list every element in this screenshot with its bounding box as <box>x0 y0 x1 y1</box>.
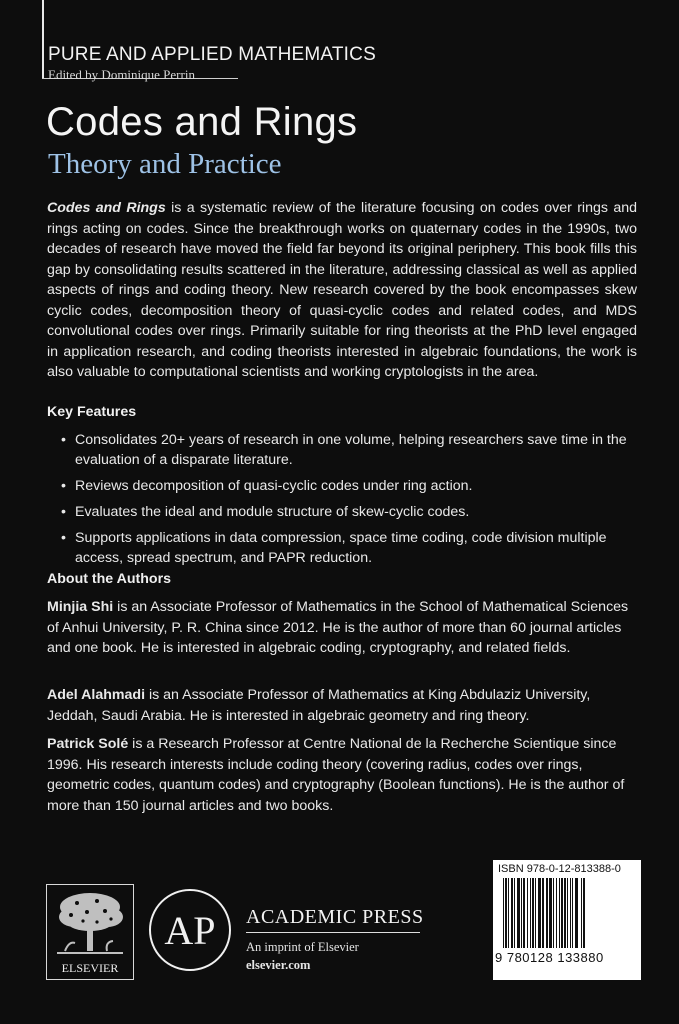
author-bio-shi <box>47 597 639 659</box>
author-bio: is an Associate Professor of Mathematics at King Abdulaziz University, Jeddah, Saudi Arabia. He is interested in algebraic geometry and ring theory. <box>47 687 591 724</box>
feature-item: • Supports applications in data compression, space time coding, code division multiple access, spread spectrum, and PAPR reduction. <box>47 528 637 568</box>
publisher-url: elsevier.com <box>246 958 311 972</box>
publisher-divider <box>246 932 420 933</box>
author-bio: is a Research Professor at Centre National de la Recherche Scientique since 1996. His research interests include coding theory (covering radius, codes over rings, geometric codes, quantum codes) and cryptography (Boolean functions). He is the author of more than 150 journal articles and two books. <box>47 736 625 814</box>
ap-monogram: AP <box>164 908 216 953</box>
author-name: Adel Alahmadi <box>47 687 146 703</box>
series-editor: Edited by Dominique Perrin <box>48 67 195 82</box>
feature-item: • Consolidates 20+ years of research in one volume, helping researchers save time in the evaluation of a disparate literature. <box>47 430 637 470</box>
feature-item: • Evaluates the ideal and module structure of skew-cyclic codes. <box>47 502 637 522</box>
description-text: is a systematic review of the literature focusing on codes over rings and rings acting on codes. Since the breakthrough works on quaternary codes in the 1990s, two decades of research have moved the field far beyond its original periphery. This book fills this gap by consolidating results scattered in the literature, addressing classical as well as applied aspects of rings and coding theory. New research covered by the book encompasses skew cyclic codes, decomposition theory of quasi-cyclic codes and related codes, and MDS convolutional codes over rings. Primarily suitable for ring theorists at the PhD level engaged in application research, and coding theorists interested in algebraic foundations, the work is also valuable to computational scientists and working cryptologists in the area. <box>47 200 637 380</box>
book-subtitle: Theory and Practice <box>48 148 282 180</box>
key-features-heading: Key Features <box>47 404 137 420</box>
book-title: Codes and Rings <box>46 100 358 144</box>
academic-press-name: ACADEMIC PRESS <box>246 906 424 928</box>
barcode-number: 9 780128 133880 <box>495 950 604 965</box>
publisher-imprint: An imprint of Elsevier <box>246 940 359 954</box>
author-name: Minjia Shi <box>47 599 114 615</box>
elsevier-logo <box>46 884 134 980</box>
author-bio-alahmadi <box>47 685 639 726</box>
description-lead: Codes and Rings <box>47 200 166 216</box>
series-name: PURE AND APPLIED MATHEMATICS <box>48 44 376 65</box>
key-features-list <box>47 430 637 574</box>
barcode-bars <box>503 878 631 948</box>
about-authors-heading: About the Authors <box>47 571 171 587</box>
book-description <box>47 198 637 383</box>
elsevier-tree-icon <box>47 885 133 961</box>
author-name: Patrick Solé <box>47 736 129 752</box>
elsevier-wordmark: ELSEVIER <box>61 961 119 975</box>
author-bio: is an Associate Professor of Mathematics in the School of Mathematical Sciences of Anhui University, P. R. China since 2012. He is the author of more than 60 journal articles and one book. He is interested in algebraic coding, cryptography, and related fields. <box>47 599 629 656</box>
feature-item: • Reviews decomposition of quasi-cyclic codes under ring action. <box>47 476 637 496</box>
series-vertical-rule <box>42 0 44 78</box>
isbn-barcode <box>493 860 641 980</box>
academic-press-logo-icon <box>148 888 232 972</box>
author-bio-sole <box>47 734 639 816</box>
barcode-stripe <box>585 878 586 948</box>
isbn-text: ISBN 978-0-12-813388-0 <box>498 863 621 875</box>
